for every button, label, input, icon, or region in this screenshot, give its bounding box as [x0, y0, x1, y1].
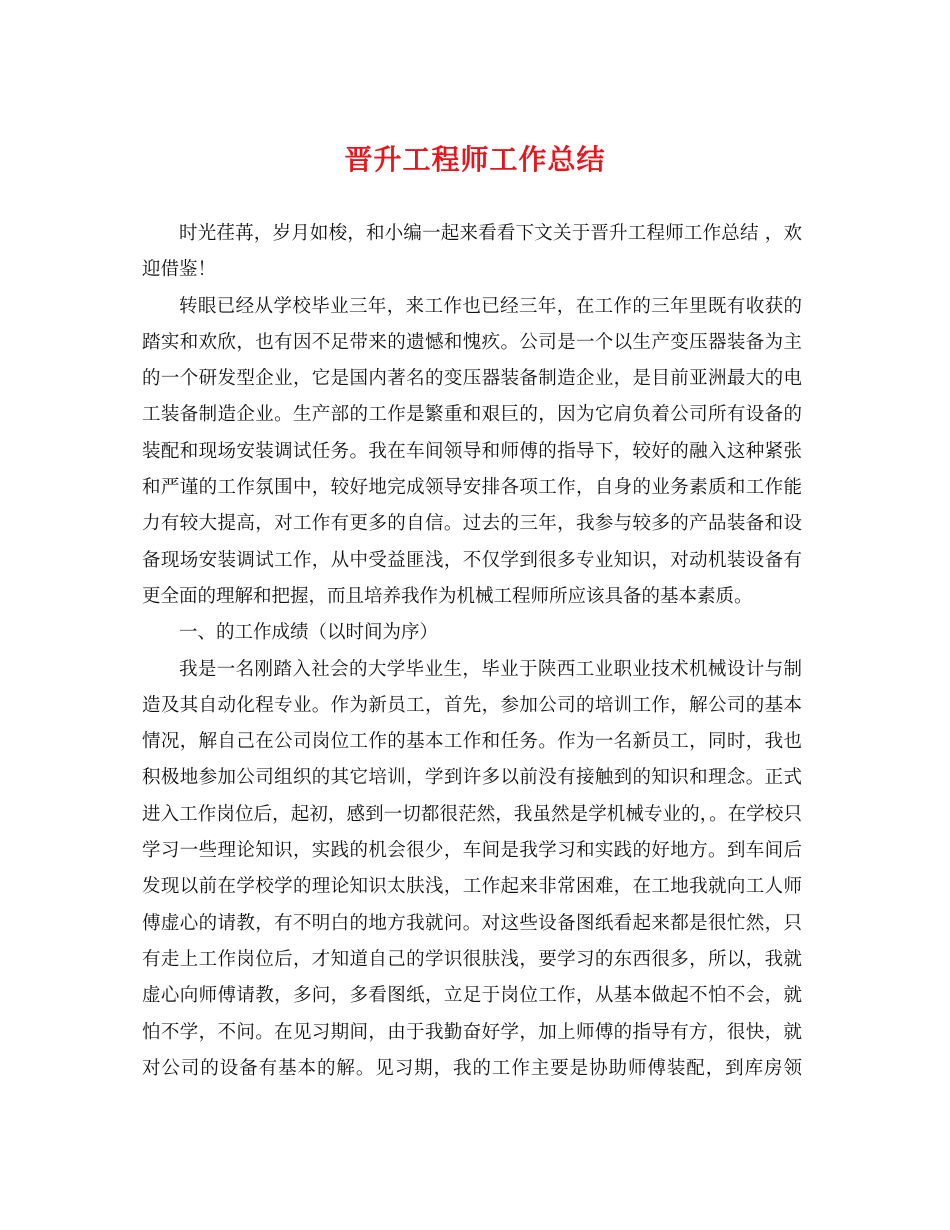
intro-paragraph: 时光荏苒，岁月如梭，和小编一起来看看下文关于晋升工程师工作总结 ，欢迎借鉴！ [142, 223, 802, 281]
document-body [142, 216, 802, 1087]
document-title: 晋升工程师工作总结 [344, 143, 606, 176]
body-paragraph: 我是一名刚踏入社会的大学毕业生，毕业于陕西工业职业技术机械设计与制造及其自动化程专业。作为新员工，首先，参加公司的培训工作，解公司的基本情况，解自己在公司岗位工作的基本工作和任务。作为一名新员工，同时，我也积极地参加公司组织的其它培训，学到许多以前没有接触到的知识和理念。正式进入工作岗位后，起初，感到一切都很茫然，我虽然是学机械专业的，。在学校只学习一些理论知识，实践的机会很少，车间是我学习和实践的好地方。到车间后发现以前在学校学的理论知识太肤浅，工作起来非常困难，在工地我就向工人师傅虚心的请教，有不明白的地方我就问。对这些设备图纸看起来都是很忙然，只有走上工作岗位后，才知道自己的学识很肤浅，要学习的东西很多，所以，我就虚心向师傅请教，多问，多看图纸，立足于岗位工作，从基本做起不怕不会，就怕不学，不问。在见习期间，由于我勤奋好学，加上师傅的指导有方，很快，就对公司的设备有基本的解。见习期，我的工作主要是协助师傅装配，到库房领 [142, 658, 802, 1079]
section-heading: 一、的工作成绩（以时间为序） [179, 622, 439, 644]
body-paragraph: 转眼已经从学校毕业三年，来工作也已经三年，在工作的三年里既有收获的踏实和欢欣，也有因不足带来的遗憾和愧疚。公司是一个以生产变压器装备为主的一个研发型企业，它是国内著名的变压器装备制造企业，是目前亚洲最大的电工装备制造企业。生产部的工作是繁重和艰巨的，因为它肩负着公司所有设备的装配和现场安装调试任务。我在车间领导和师傅的指导下，较好的融入这种紧张和严谨的工作氛围中，较好地完成领导安排各项工作，自身的业务素质和工作能力有较大提高，对工作有更多的自信。过去的三年，我参与较多的产品装备和设备现场安装调试工作，从中受益匪浅，不仅学到很多专业知识，对动机装设备有更全面的理解和把握，而且培养我作为机械工程师所应该具备的基本素质。 [142, 295, 802, 607]
